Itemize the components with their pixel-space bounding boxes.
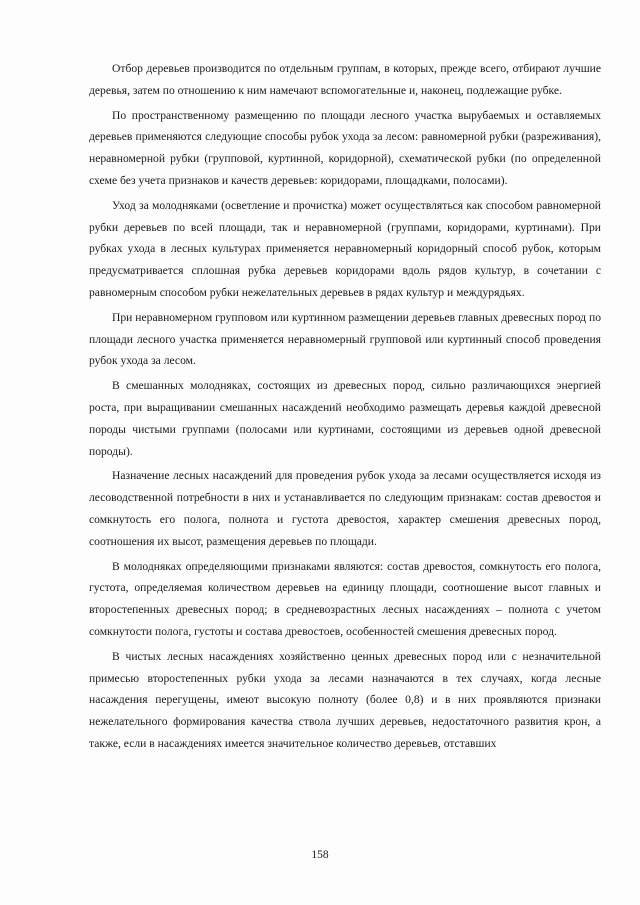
paragraph: В молодняках определяющими признаками являются: состав древостоя, сомкнутость его полога, густота, определяемая количеством деревьев на единицу площади, соотношение высот главных и второстепенных древесных пород; в средневозрастных лесных насаждениях – полнота с учетом сомкнутости полога, густоты и состава древостоев, особенностей смешения древесных пород. <box>89 559 601 638</box>
paragraph: Отбор деревьев производится по отдельным группам, в которых, прежде всего, отбирают лучшие деревья, затем по отношению к ним намечают вспомогательные и, наконец, подлежащие рубке. <box>89 62 601 97</box>
page-number: 158 <box>311 849 329 861</box>
paragraph: При неравномерном групповом или куртинном размещении деревьев главных древесных пород по площади лесного участка применяется неравномерный групповой или куртинный способ проведения рубок ухода за лесом. <box>89 310 601 368</box>
paragraph: Уход за молодняками (осветление и прочистка) может осуществляться как способом равномерной рубки деревьев по всей площади, так и неравномерной (группами, коридорами, куртинами). При рубках ухода в лесных культурах применяется неравномерный коридорный способ рубок, которым предусматривается сплошная рубка деревьев коридорами вдоль рядов культур, в сочетании с равномерным способом рубки нежелательных деревьев в рядах культур и междурядьях. <box>89 198 601 299</box>
paragraph: Назначение лесных насаждений для проведения рубок ухода за лесами осуществляется исходя из лесоводственной потребности в них и устанавливается по следующим признакам: состав древостоя и сомкнутость его полога, полнота и густота древостоя, характер смешения древесных пород, соотношения их высот, размещения деревьев по площади. <box>89 469 601 548</box>
paragraph: В чистых лесных насаждениях хозяйственно ценных древесных пород или с незначительной примесью второстепенных рубки ухода за лесами назначаются в тех случаях, когда лесные насаждения перегущены, имеют высокую полноту (более 0,8) и в них проявляются признаки нежелательного формирования качества ствола лучших деревьев, недостаточного развития крон, а также, если в насаждениях имеется значительное количество деревьев, отставших <box>89 649 601 750</box>
paragraph: По пространственному размещению по площади лесного участка вырубаемых и оставляемых деревьев применяются следующие способы рубок ухода за лесом: равномерной рубки (разреживания), неравномерной рубки (групповой, куртинной, коридорной), схематической рубки (по определенной схеме без учета признаков и качеств деревьев: коридорами, площадками, полосами). <box>89 108 601 187</box>
paragraph: В смешанных молодняках, состоящих из древесных пород, сильно различающихся энергией роста, при выращивании смешанных насаждений необходимо размещать деревья каждой древесной породы чистыми группами (полосами или куртинами, состоящими из деревьев одной древесной породы). <box>89 379 601 458</box>
text-body <box>89 58 601 758</box>
